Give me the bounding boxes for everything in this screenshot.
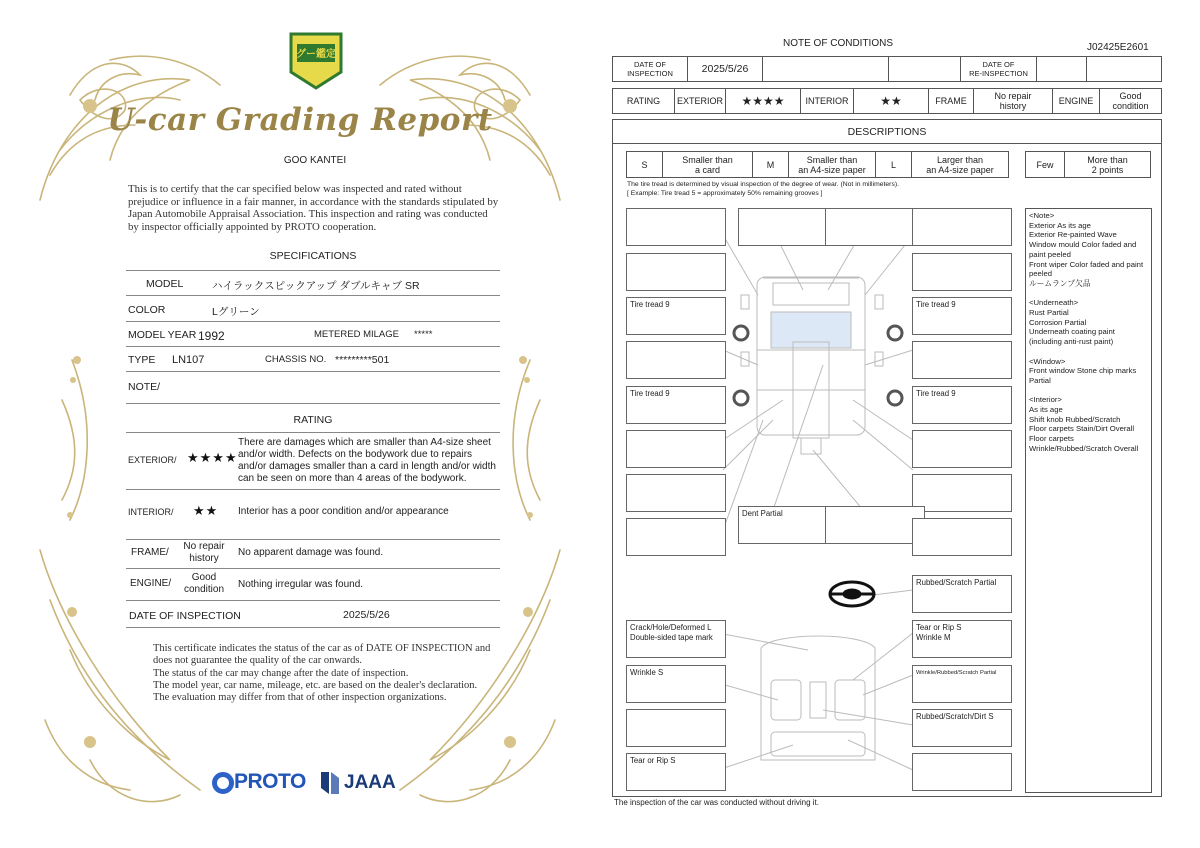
label-line: INSPECTION	[627, 69, 673, 78]
date-blank-cell	[763, 57, 889, 81]
rating-table	[612, 88, 1162, 114]
rating-row-frame	[126, 540, 500, 569]
car-hood	[773, 283, 849, 305]
exterior-box-tire-front-right: Tire tread 9	[912, 297, 1012, 335]
car-cabin	[757, 350, 865, 390]
date-value: 2025/5/26	[343, 609, 390, 621]
certificate-footer: This certificate indicates the status of the car as of DATE OF INSPECTION and does not guarantee the quality of the car onwards. The status of the car may change after the date of inspection. The model year, car name, mileage, etc. are based on the dealer's declaration. The evaluation may differ from that of other inspection organizations.	[153, 643, 491, 704]
spec-row-year	[126, 322, 500, 347]
interior-box-front-right-seat	[912, 620, 1012, 658]
frame-description: No apparent damage was found.	[238, 547, 384, 558]
tire-front-right-icon	[888, 326, 902, 340]
legend-few: Few	[1026, 152, 1065, 177]
note-line: Tear or Rip S	[916, 623, 962, 632]
exterior-box	[912, 253, 1012, 291]
frame-value	[178, 541, 230, 565]
model-label: MODEL	[146, 278, 184, 290]
interior-box-rear-left: Tear or Rip S	[626, 753, 726, 791]
legend-s: S	[627, 152, 663, 177]
interior-stars: ★★	[193, 503, 219, 518]
note-line: Wrinkle M	[916, 633, 951, 642]
descriptions-frame	[612, 119, 1162, 797]
interior-box	[626, 709, 726, 747]
exterior-box	[912, 341, 1012, 379]
legend-line: Smaller than	[806, 154, 858, 165]
tread-note-line: The tire tread is determined by visual inspection of the degree of wear. (Not in millimeters).	[627, 181, 899, 188]
type-value: LN107	[172, 354, 205, 366]
specifications-heading: SPECIFICATIONS	[269, 250, 357, 262]
interior-box-steering: Rubbed/Scratch Partial	[912, 575, 1012, 613]
chassis-value: *********501	[335, 354, 390, 366]
goo-kantei-badge-icon	[287, 30, 345, 92]
note-label: NOTE/	[128, 381, 161, 393]
date-of-reinspection-label	[961, 57, 1037, 81]
interior-box-floor-right: Rubbed/Scratch/Dirt S	[912, 709, 1012, 747]
value-line: Good	[1119, 91, 1142, 101]
jaaa-logo-icon	[319, 770, 341, 796]
date-label: DATE OF INSPECTION	[129, 610, 241, 622]
legend-line: an A4-size paper	[926, 164, 994, 175]
logo-strip	[212, 770, 402, 798]
frame-value-line: No repair	[183, 541, 225, 552]
spec-row-model	[126, 272, 500, 296]
value-line: condition	[1112, 101, 1149, 111]
exterior-box	[825, 506, 925, 544]
exterior-box	[626, 474, 726, 512]
car-bumper-rear	[801, 438, 821, 454]
conditions-footer: The inspection of the car was conducted without driving it.	[614, 798, 819, 807]
engine-value	[1100, 89, 1161, 113]
exterior-label: EXTERIOR	[675, 89, 726, 113]
proto-logo-text: PROTO	[234, 770, 306, 793]
jaaa-logo-text: JAAA	[344, 772, 396, 793]
type-label: TYPE	[128, 354, 156, 366]
date-of-reinspection-value	[1037, 57, 1087, 81]
rating-row-exterior	[126, 433, 500, 490]
model-year-value: 1992	[198, 329, 225, 343]
engine-description: Nothing irregular was found.	[238, 579, 364, 590]
chassis-label: CHASSIS NO.	[265, 354, 327, 365]
exterior-label: EXTERIOR/	[128, 455, 177, 465]
car-windshield	[771, 312, 851, 348]
engine-label: ENGINE	[1053, 89, 1100, 113]
note-of-conditions	[600, 0, 1200, 848]
engine-value-line: condition	[183, 584, 225, 595]
count-legend	[1025, 151, 1151, 178]
date-of-inspection-value: 2025/5/26	[688, 57, 763, 81]
exterior-box-tire-front-left: Tire tread 9	[626, 297, 726, 335]
interior-label: INTERIOR	[801, 89, 854, 113]
frame-value	[974, 89, 1053, 113]
legend-line: a card	[694, 164, 720, 175]
exterior-box	[912, 208, 1012, 246]
exterior-box	[626, 253, 726, 291]
spec-row-type	[126, 347, 500, 372]
rating-row-engine	[126, 569, 500, 601]
exterior-box	[912, 518, 1012, 556]
exterior-description: There are damages which are smaller than A4-size sheet and/or width. Defects on the bodywork due to repairs and/or damages smaller than a card in length and/or width can be seen on more than 4 areas of the bodywork.	[238, 437, 496, 484]
interior-stars: ★★	[854, 89, 929, 113]
spec-row-note	[126, 372, 500, 404]
color-label: COLOR	[128, 304, 166, 316]
interior-box-dashboard	[626, 620, 726, 658]
mileage-label: METERED MILAGE	[314, 329, 399, 340]
conditions-title: NOTE OF CONDITIONS	[783, 38, 893, 49]
date-of-inspection-label	[613, 57, 688, 81]
legend-more	[1065, 152, 1150, 177]
legend-line: More than	[1087, 154, 1128, 165]
seat-rear	[771, 732, 865, 756]
exterior-box-tire-rear-right: Tire tread 9	[912, 386, 1012, 424]
interior-description: Interior has a poor condition and/or appearance	[238, 506, 449, 517]
date-blank-cell	[889, 57, 961, 81]
interior-box-left-seat: Wrinkle S	[626, 665, 726, 703]
tire-rear-right-icon	[888, 391, 902, 405]
legend-line: Smaller than	[682, 154, 733, 165]
label-line: RE-INSPECTION	[969, 69, 1028, 78]
exterior-box	[626, 341, 726, 379]
engine-value-line: Good	[191, 572, 217, 583]
exterior-stars: ★★★★	[726, 89, 801, 113]
rating-row-interior	[126, 490, 500, 540]
interior-box	[912, 753, 1012, 791]
exterior-box	[738, 208, 838, 246]
interior-label: INTERIOR/	[128, 507, 174, 517]
badge-text: グー鑑定	[296, 49, 336, 60]
note-line: Crack/Hole/Deformed L	[630, 623, 712, 632]
exterior-box	[912, 430, 1012, 468]
engine-value	[178, 572, 230, 596]
proto-logo-icon	[212, 772, 234, 794]
note-line: Double-sided tape mark	[630, 633, 713, 642]
exterior-box-dent: Dent Partial	[738, 506, 838, 544]
tire-rear-left-icon	[734, 391, 748, 405]
frame-label: FRAME	[929, 89, 974, 113]
color-value: Lグリーン	[212, 306, 260, 318]
seat-front-left	[771, 680, 801, 720]
exterior-box	[912, 474, 1012, 512]
date-row	[126, 601, 500, 628]
certificate-title: U-car Grading Report	[107, 102, 493, 138]
model-value: ハイラックスピックアップ ダブルキャブ SR	[212, 280, 420, 292]
date-blank-cell	[1087, 57, 1161, 81]
tire-front-left-icon	[734, 326, 748, 340]
label-line: DATE OF	[634, 60, 666, 69]
exterior-box	[626, 518, 726, 556]
value-line: history	[999, 101, 1027, 111]
rating-label: RATING	[613, 89, 675, 113]
certificate-subtitle: GOO KANTEI	[283, 155, 347, 166]
label-line: DATE OF	[982, 60, 1015, 69]
exterior-box	[626, 208, 726, 246]
engine-label: ENGINE/	[130, 578, 172, 589]
frame-label: FRAME/	[131, 547, 169, 558]
exterior-box	[825, 208, 925, 246]
legend-line: Larger than	[936, 154, 984, 165]
model-year-label: MODEL YEAR	[128, 329, 197, 341]
certificate-intro: This is to certify that the car specified below was inspected and rated without prejudice or influence in a fair manner, in accordance with the standards stipulated by Japan Automobile Appraisal Association. This inspection and rating was conducted by inspector officially appointed by PROTO cooperation.	[128, 183, 499, 233]
divider	[126, 270, 500, 271]
legend-line: an A4-size paper	[798, 164, 866, 175]
steering-wheel-icon	[830, 582, 874, 606]
exterior-stars: ★★★★	[187, 450, 238, 465]
date-table	[612, 56, 1162, 82]
rating-heading: RATING	[293, 414, 333, 426]
report-id: J02425E2601	[1087, 42, 1149, 53]
legend-m: M	[753, 152, 789, 177]
exterior-box	[626, 430, 726, 468]
interior-box-right-seat: Wrinkle/Rubbed/Scratch Partial	[912, 665, 1012, 703]
legend-l: L	[876, 152, 912, 177]
spec-row-color	[126, 297, 500, 322]
frame-value-line: history	[189, 553, 219, 564]
tread-note-line: [ Example: Tire tread 5 = approximately 50% remaining grooves ]	[627, 190, 823, 197]
center-console	[810, 682, 826, 718]
descriptions-heading: DESCRIPTIONS	[613, 120, 1161, 144]
legend-line: 2 points	[1091, 164, 1124, 175]
mileage-value: *****	[414, 329, 433, 340]
note-panel: <Note> Exterior As its age Exterior Re-painted Wave Window mould Color faded and paint peeled Front wiper Color faded and paint peeled ルームランプ欠品 <Underneath> Rust Partial Corrosion Partial Underneath coating paint (including anti-rust paint) <Window> Front window Stone chip marks Partial <Interior> As its age Shift knob Rubbed/Scratch Floor carpets Stain/Dirt Overall Floor carpets Wrinkle/Rubbed/Scratch Overall	[1025, 208, 1152, 793]
exterior-box-tire-rear-left: Tire tread 9	[626, 386, 726, 424]
value-line: No repair	[994, 91, 1032, 101]
